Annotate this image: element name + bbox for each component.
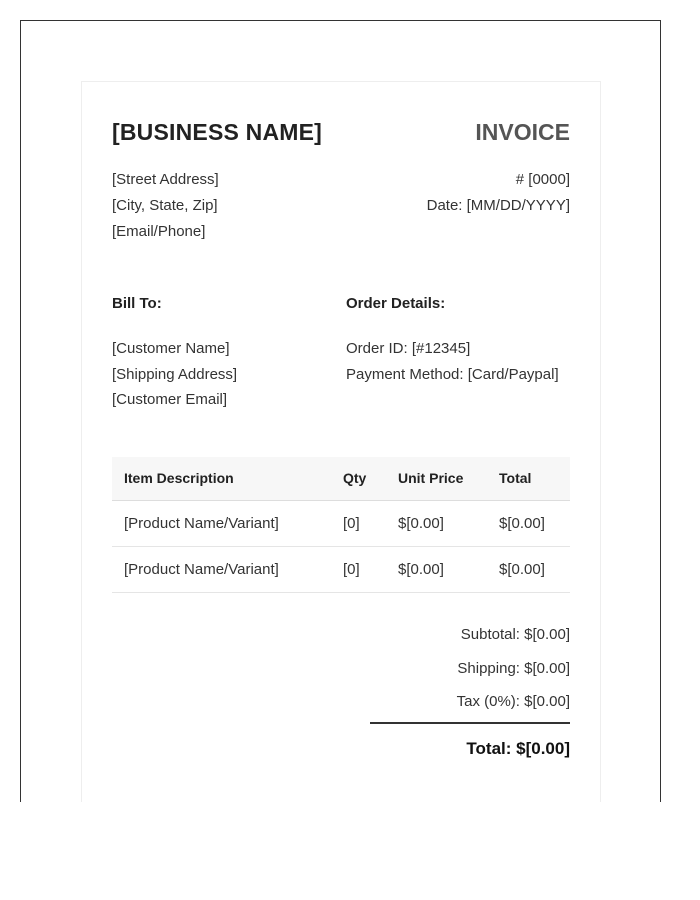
subtotal-line: Subtotal: $[0.00]	[460, 626, 570, 643]
payment-method: Payment Method: [Card/Paypal]	[346, 365, 559, 383]
invoice-meta	[112, 167, 570, 245]
table-row	[112, 501, 570, 547]
invoice-header	[112, 110, 570, 154]
item-total-cell: $[0.00]	[487, 547, 570, 593]
column-header-qty: Qty	[331, 457, 386, 501]
bill-to-block	[112, 294, 346, 413]
column-header-unit-price: Unit Price	[386, 457, 487, 501]
invoice-title: INVOICE	[475, 119, 570, 145]
business-name: [BUSINESS NAME]	[112, 119, 323, 145]
shipping-line: Shipping: $[0.00]	[457, 659, 570, 677]
invoice-info-block	[427, 167, 570, 245]
business-contact: [Email/Phone]	[112, 223, 206, 240]
table-header-row	[112, 457, 570, 501]
item-total-cell: $[0.00]	[487, 501, 570, 547]
order-details-block	[346, 294, 570, 413]
business-street: [Street Address]	[112, 171, 219, 188]
invoice-date: Date: [MM/DD/YYYY]	[426, 197, 570, 214]
item-description-cell: [Product Name/Variant]	[112, 501, 331, 547]
item-qty-cell: [0]	[331, 501, 386, 547]
line-items-table	[112, 457, 570, 594]
totals-divider	[370, 722, 570, 724]
column-header-item-description: Item Description	[112, 457, 331, 501]
column-header-total: Total	[487, 457, 570, 501]
totals-block	[112, 618, 570, 762]
grand-total: Total: $[0.00]	[466, 738, 570, 758]
invoice-number: # [0000]	[515, 171, 570, 188]
business-city-state-zip: [City, State, Zip]	[112, 197, 218, 214]
item-description-cell: [Product Name/Variant]	[112, 547, 331, 593]
business-address-block	[112, 167, 219, 245]
customer-name: [Customer Name]	[112, 340, 230, 357]
shipping-address: [Shipping Address]	[112, 365, 238, 383]
tax-line: Tax (0%): $[0.00]	[456, 693, 570, 710]
item-unit-price-cell: $[0.00]	[386, 501, 487, 547]
invoice-content	[112, 110, 570, 762]
item-qty-cell: [0]	[331, 547, 386, 593]
customer-email: [Customer Email]	[112, 391, 228, 408]
item-unit-price-cell: $[0.00]	[386, 547, 487, 593]
order-id: Order ID: [#12345]	[346, 340, 471, 357]
order-details-heading: Order Details:	[346, 295, 446, 312]
customer-order-section	[112, 294, 570, 413]
table-row	[112, 547, 570, 593]
bill-to-heading: Bill To:	[112, 295, 162, 312]
